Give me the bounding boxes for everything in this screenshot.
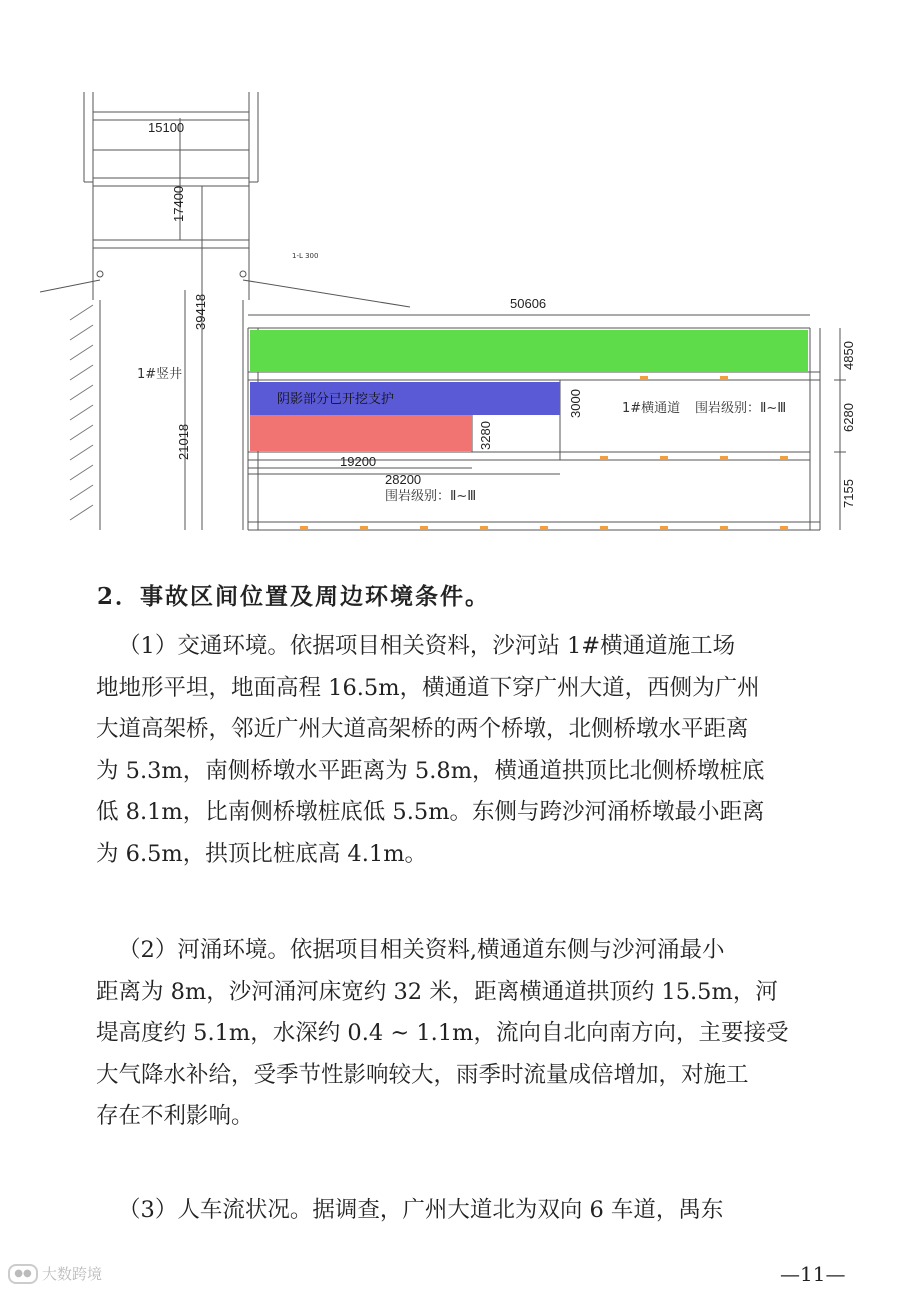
section-heading: 2．事故区间位置及周边环境条件。	[97, 583, 491, 610]
text-line: 为 5.3m，南侧桥墩水平距离为 5.8m，横通道拱顶比北侧桥墩桩底	[96, 757, 765, 784]
dim-7155: 7155	[841, 479, 856, 508]
text-line: （3）人车流状况。据调查，广州大道北为双向 6 车道，禺东	[118, 1197, 724, 1223]
shaded-note: 阴影部分已开挖支护	[277, 392, 395, 407]
watermark-text: 大数跨境	[42, 1265, 103, 1283]
text-line: 距离为 8m，沙河涌河床宽约 32 米，距离横通道拱顶约 15.5m，河	[96, 978, 778, 1005]
dim-21018: 21018	[176, 423, 191, 460]
rock-grade-label-1: 围岩级别：Ⅱ~Ⅲ	[695, 401, 787, 416]
engineering-drawing	[0, 0, 899, 560]
text-line: 为 6.5m，拱顶比桩底高 4.1m。	[96, 840, 428, 867]
dim-3000: 3000	[568, 389, 583, 418]
dim-4850: 4850	[841, 341, 856, 370]
dim-39418: 39418	[193, 293, 208, 330]
watermark	[8, 1263, 102, 1284]
red-block	[250, 415, 472, 451]
shaft-label: 1#竖井	[137, 367, 183, 382]
dim-19200: 19200	[340, 454, 377, 469]
paragraph-pedestrian-traffic	[96, 1190, 866, 1232]
page-number: —11—	[780, 1262, 846, 1286]
paragraph-traffic	[96, 626, 866, 875]
dim-15100: 15100	[148, 120, 185, 135]
dim-50606: 50606	[510, 296, 547, 311]
passage-label: 1#横通道	[622, 401, 681, 416]
text-line: 堤高度约 5.1m，水深约 0.4 ~ 1.1m，流向自北向南方向，主要接受	[96, 1020, 789, 1046]
rock-grade-label-2: 围岩级别：Ⅱ~Ⅲ	[385, 489, 477, 504]
paragraph-river	[96, 930, 866, 1138]
text-line: （1）交通环境。依据项目相关资料，沙河站 1#横通道施工场	[118, 633, 736, 659]
watermark-logo-icon: ●●	[8, 1264, 38, 1284]
text-line: 大道高架桥，邻近广州大道高架桥的两个桥墩，北侧桥墩水平距离	[96, 716, 749, 742]
dim-17400: 17400	[171, 185, 186, 222]
green-block	[250, 330, 808, 372]
dim-6280: 6280	[841, 403, 856, 432]
text-line: （2）河涌环境。依据项目相关资料,横通道东侧与沙河涌最小	[118, 937, 725, 963]
tiny-label: 1-L 300	[292, 252, 319, 260]
text-line: 地地形平坦，地面高程 16.5m，横通道下穿广州大道，西侧为广州	[96, 674, 760, 701]
text-line: 存在不利影响。	[96, 1103, 254, 1129]
text-line: 大气降水补给，受季节性影响较大，雨季时流量成倍增加，对施工	[96, 1061, 749, 1088]
text-line: 低 8.1m，比南侧桥墩桩底低 5.5m。东侧与跨沙河涌桥墩最小距离	[96, 799, 765, 825]
dim-28200: 28200	[385, 472, 422, 487]
dim-3280: 3280	[478, 421, 493, 450]
